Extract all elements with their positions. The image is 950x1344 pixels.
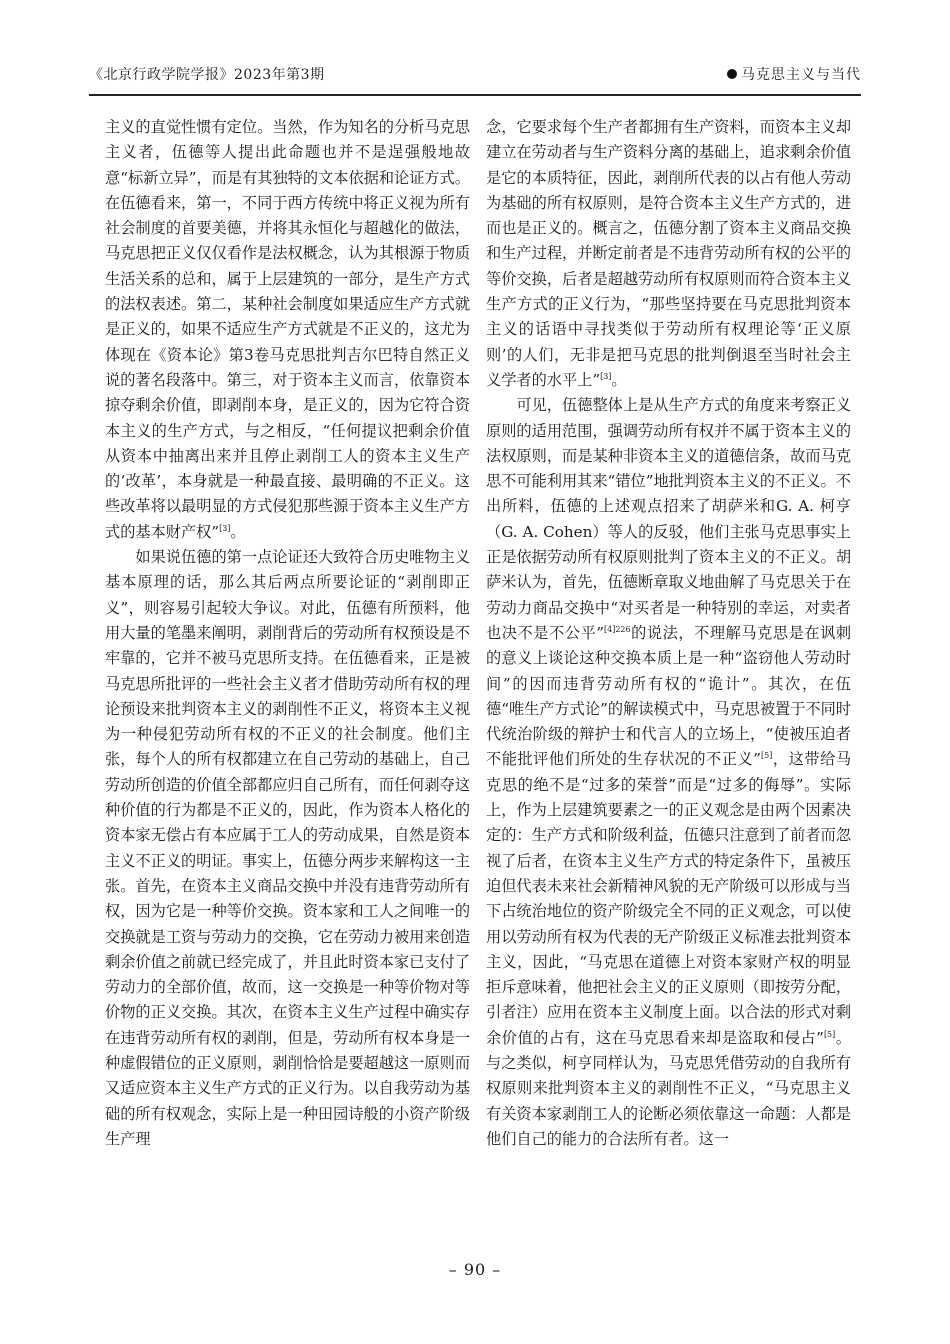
paragraph-text: 。与之类似，柯亨同样认为，马克思凭借劳动的自我所有权原则来批判资本主义的剥削性不正义，“马克思主义有关资本家剥削工人的论断必须依靠这一命题：人都是他们自己的能力的合法所有者。这一 bbox=[486, 1028, 851, 1148]
paragraph-text: 如果说伍德的第一点论证还大致符合历史唯物主义基本原理的话，那么其后两点所要论证的“剥削即正义”，则容易引起较大争议。对此，伍德有所预料，他用大量的笔墨来阐明，剥削背后的劳动所有权预设是不牢靠的，它并不被马克思所支持。在伍德看来，正是被马克思所批评的一些社会主义者才借助劳动所有权的理论预设来批判资本主义的剥削性不正义，将资本主义视为一种侵犯劳动所有权的不正义的社会制度。他们主张，每个人的所有权都建立在自己劳动的基础上，自己劳动所创造的价值全部都应归自己所有，而任何剥夺这种价值的行为都是不正义的，因此，作为资本人格化的资本家无偿占有本应属于工人的劳动成果，自然是资本主义不正义的明证。事实上，伍德分两步来解构这一主张。首先，在资本主义商品交换中并没有违背劳动所有权，因为它是一种等价交换。资本家和工人之间唯一的交换就是工资与劳动力的交换，它在劳动力被用来创造剩余价值之前就已经完成了，并且此时资本家已支付了劳动力的全部价值，故而，这一交换是一种等价物对等价物的正义交换。其次，在资本主义生产过程中确实存在违背劳动所有权的剥削，但是，劳动所有权本身是一种虚假错位的正义原则，剥削恰恰是要超越这一原则而又适应资本主义生产方式的正义行为。以自我劳动为基础的所有权观念，实际上是一种田园诗般的小资产阶级生产理 bbox=[105, 548, 470, 1148]
running-header bbox=[89, 62, 861, 84]
bullet-dot-icon bbox=[727, 69, 737, 79]
journal-title: 《北京行政学院学报》2023年第3期 bbox=[89, 67, 325, 83]
paragraph-tail: 。 bbox=[230, 522, 246, 541]
paragraph bbox=[486, 115, 851, 393]
citation-ref: [5] bbox=[823, 1029, 836, 1039]
paragraph bbox=[486, 393, 851, 1152]
paragraph-tail: 。 bbox=[611, 370, 627, 389]
paragraph-text: ，这带给马克思的绝不是“过多的荣誉”而是“过多的侮辱”。实际上，作为上层建筑要素之一的正义观念是由两个因素决定的：生产方式和阶级利益，伍德只注意到了前者而忽视了后者，在资本主义生产方式的特定条件下，虽被压迫但代表未来社会新精神风貌的无产阶级可以形成与当下占统治地位的资产阶级完全不同的正义观念，可以使用以劳动所有权为代表的无产阶级正义标准去批判资本主义，因此，“马克思在道德上对资本家财产权的明显拒斥意味着，他把社会主义的正义原则（即按劳分配，引者注）应用在资本主义制度上面。以合法的形式对剩余价值的占有，这在马克思看来却是盗取和侵占” bbox=[486, 750, 851, 1047]
header-rule bbox=[89, 94, 861, 96]
paragraph-text: 念，它要求每个生产者都拥有生产资料，而资本主义却建立在劳动者与生产资料分离的基础上，追求剩余价值是它的本质特征，因此，剥削所代表的以占有他人劳动为基础的所有权原则，是符合资本主义生产方式的，进而也是正义的。概言之，伍德分割了资本主义商品交换和生产过程，并断定前者是不违背劳动所有权的公平的等价交换，后者是超越劳动所有权原则而符合资本主义生产方式的正义行为，“那些坚持要在马克思批判资本主义的话语中寻找类似于劳动所有权理论等‘正义原则’的人们，无非是把马克思的批判倒退至当时社会主义学者的水平上” bbox=[486, 118, 851, 389]
paragraph bbox=[105, 115, 470, 545]
paragraph-text: 主义的直觉性惯有定位。当然，作为知名的分析马克思主义者，伍德等人提出此命题也并不是逞强般地故意“标新立异”，而是有其独特的文本依据和论证方式。在伍德看来，第一，不同于西方传统中将正义视为所有社会制度的首要美德，并将其永恒化与超越化的做法，马克思把正义仅仅看作是法权概念，认为其根源于物质生活关系的总和，属于上层建筑的一部分，是生产方式的法权表述。第二，某种社会制度如果适应生产方式就是正义的，如果不适应生产方式就是不正义的，这尤为体现在《资本论》第3卷马克思批判吉尔巴特自然正义说的著名段落中。第三，对于资本主义而言，依靠资本掠夺剩余价值，即剥削本身，是正义的，因为它符合资本主义的生产方式，与之相反，“任何提议把剩余价值从资本中抽离出来并且停止剥削工人的资本主义生产的‘改革’，本身就是一种最直接、最明确的不正义。这些改革将以最明显的方式侵犯那些源于资本主义生产方式的基本财产权” bbox=[105, 118, 470, 541]
citation-ref: [3] bbox=[219, 523, 231, 533]
right-column bbox=[486, 115, 851, 1245]
section-title bbox=[727, 64, 861, 84]
paragraph bbox=[105, 545, 470, 1152]
paragraph-text: 可见，伍德整体上是从生产方式的角度来考察正义原则的适用范围，强调劳动所有权并不属于资本主义的法权原则，而是某种非资本主义的道德信条，故而马克思不可能利用其来“错位”地批判资本主义的不正义。不出所料，伍德的上述观点招来了胡萨米和G. A. 柯亨（G. A. Cohen）等人的反驳，他们主张马克思事实上正是依据劳动所有权原则批判了资本主义的不正义。胡萨米认为，首先，伍德断章取义地曲解了马克思关于在劳动力商品交换中“对买者是一种特别的幸运，对卖者也决不是不公平” bbox=[486, 396, 851, 642]
left-column bbox=[105, 115, 470, 1245]
page-number: – 90 – bbox=[448, 1260, 502, 1279]
citation-ref: [4]226 bbox=[603, 624, 631, 634]
paragraph-text: 的说法，不理解马克思是在讽刺的意义上谈论这种交换本质上是一种“盗窃他人劳动时间”的因而违背劳动所有权的“诡计”。其次，在伍德“唯生产方式论”的解读模式中，马克思被置于不同时代统治阶级的辩护士和代言人的立场上，“使被压迫者不能批评他们所处的生存状况的不正义” bbox=[486, 623, 851, 769]
section-title-text: 马克思主义与当代 bbox=[741, 67, 861, 83]
citation-ref: [3] bbox=[600, 371, 612, 381]
citation-ref: [5] bbox=[761, 751, 773, 761]
